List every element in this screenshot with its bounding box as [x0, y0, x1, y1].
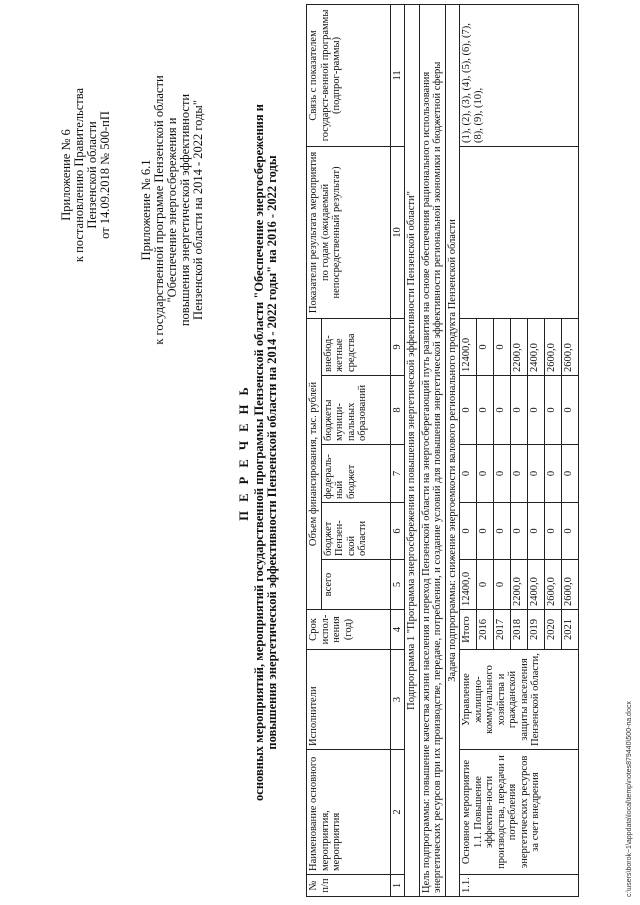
column-number: 1: [390, 875, 405, 897]
row-total: 2600,0: [545, 560, 562, 610]
task-row: [445, 4, 460, 896]
appendix-header: [60, 60, 112, 290]
column-number: 4: [390, 610, 405, 650]
header-name: Наименование основного мероприятия, мероприятия: [307, 750, 391, 875]
document-title: П Е Р Е Ч Е Н Ь: [237, 384, 251, 521]
row-year: 2016: [477, 610, 494, 650]
column-number-row: [390, 4, 405, 896]
row-regional: 0: [545, 503, 562, 560]
row-federal: 0: [545, 445, 562, 503]
row-federal: 0: [562, 445, 579, 503]
measures-table: [306, 4, 579, 897]
appendix-number: Приложение № 6: [59, 129, 73, 221]
header-row: [307, 4, 322, 896]
file-path-footer: c:\users\borok~1\appdata\local\temp\notes879440\500-па.docx: [626, 701, 633, 897]
document-subtitle: повышения энергетической эффективности Пензенской области на 2014 - 2022 годы" на 2016 - 2022 годы: [265, 155, 279, 750]
row-federal: 0: [528, 445, 545, 503]
subprogram-title: Подпрограмма 1 "Программа энергосбережения и повышения энергетической эффективности Пензенской области": [405, 4, 420, 896]
row-federal: 0: [460, 445, 477, 503]
header-num: № п/п: [307, 875, 391, 897]
row-total: 2400,0: [528, 560, 545, 610]
item-executors: Управление жилищно-коммунального хозяйства и гражданской защиты населения Пензенской области,: [460, 650, 579, 750]
row-federal: 0: [511, 445, 528, 503]
row-year: Итого: [460, 610, 477, 650]
item-name: Основное мероприятие 1.1. Повышение эффектив-ности производства, передачи и потребления энергетических ресурсов за счет внедрения: [460, 750, 579, 875]
row-offbudget: 2600,0: [545, 318, 562, 375]
row-municipal: 0: [460, 376, 477, 445]
document-subtitle: основных мероприятий, мероприятий государственной программы Пензенской области "Обеспечение энергосбережения и: [252, 104, 266, 801]
appendix-sub-header: [140, 60, 205, 360]
row-total: 12400,0: [460, 560, 477, 610]
row-municipal: 0: [477, 376, 494, 445]
column-number: 7: [390, 445, 405, 503]
appendix-sub-line: Пензенской области на 2014 - 2022 годы": [191, 100, 205, 320]
row-total: 0: [477, 560, 494, 610]
column-number: 8: [390, 376, 405, 445]
appendix-sub-line: "Обеспечение энергосбережения и: [165, 117, 179, 303]
row-total: 2200,0: [511, 560, 528, 610]
header-municipal: бюджеты муници-пальных образований: [321, 376, 390, 445]
row-federal: 0: [477, 445, 494, 503]
subprogram-row: [405, 4, 420, 896]
subprogram-task: Задача подпрограммы: снижение энергоемкости валового регионального продукта Пензенской области: [445, 4, 460, 896]
header-executors: Исполнители: [307, 650, 391, 750]
appendix-sub-line: повышения энергетической эффективности: [178, 93, 192, 327]
appendix-sub-number: Приложение № 6.1: [139, 159, 153, 261]
row-total: 0: [494, 560, 511, 610]
row-offbudget: 2200,0: [511, 318, 528, 375]
row-municipal: 0: [562, 376, 579, 445]
appendix-date: от 14.09.2018 № 500-пП: [98, 111, 112, 239]
table-row: [460, 4, 477, 896]
appendix-line: Пензенской области: [85, 121, 99, 229]
header-total: всего: [321, 560, 390, 610]
row-year: 2020: [545, 610, 562, 650]
header-funding: Объем финансирования, тыс. рублей: [307, 318, 322, 609]
row-municipal: 0: [494, 376, 511, 445]
goal-row: [419, 4, 445, 896]
row-regional: 0: [562, 503, 579, 560]
row-regional: 0: [460, 503, 477, 560]
row-offbudget: 2600,0: [562, 318, 579, 375]
header-term: Срок испол-нения (год): [307, 610, 391, 650]
appendix-line: к постановлению Правительства: [72, 87, 86, 263]
subprogram-goal: Цель подпрограммы: повышение качества жизни населения и переход Пензенской области на энергосберегающий путь развития на основе обеспечения рационального использования энергетических ресурсов при их производстве, передаче, потреблении, и создание условий для повышения энергетической эффективности региональной экономики и бюджетной сферы: [419, 4, 445, 896]
row-offbudget: 0: [494, 318, 511, 375]
column-number: 3: [390, 650, 405, 750]
row-municipal: 0: [545, 376, 562, 445]
item-number: 1.1.: [460, 875, 579, 897]
appendix-sub-line: к государственной программе Пензенской области: [152, 75, 166, 345]
row-municipal: 0: [511, 376, 528, 445]
row-year: 2021: [562, 610, 579, 650]
column-number: 9: [390, 318, 405, 375]
row-regional: 0: [528, 503, 545, 560]
row-federal: 0: [494, 445, 511, 503]
header-federal: федераль-ный бюджет: [321, 445, 390, 503]
row-offbudget: 0: [477, 318, 494, 375]
column-number: 6: [390, 503, 405, 560]
row-year: 2017: [494, 610, 511, 650]
column-number: 5: [390, 560, 405, 610]
header-offbudget: внебюд-жетные средства: [321, 318, 390, 375]
row-total: 2600,0: [562, 560, 579, 610]
row-regional: 0: [494, 503, 511, 560]
column-number: 2: [390, 750, 405, 875]
row-regional: 0: [511, 503, 528, 560]
column-number: 11: [390, 4, 405, 146]
header-regional: бюджет Пензен-ской области: [321, 503, 390, 560]
row-year: 2018: [511, 610, 528, 650]
row-municipal: 0: [528, 376, 545, 445]
item-link: (1), (2), (3), (4), (5), (6), (7), (8), (9), (10),: [460, 4, 579, 146]
row-offbudget: 12400,0: [460, 318, 477, 375]
row-year: 2019: [528, 610, 545, 650]
column-number: 10: [390, 146, 405, 318]
row-regional: 0: [477, 503, 494, 560]
item-indicators: [460, 146, 579, 318]
row-offbudget: 2400,0: [528, 318, 545, 375]
header-indicators: Показатели результата мероприятия по годам (ожидаемый непосредственный результат): [307, 146, 391, 318]
header-link: Связь с показателем государст-венной программы (подпрог-раммы): [307, 4, 391, 146]
